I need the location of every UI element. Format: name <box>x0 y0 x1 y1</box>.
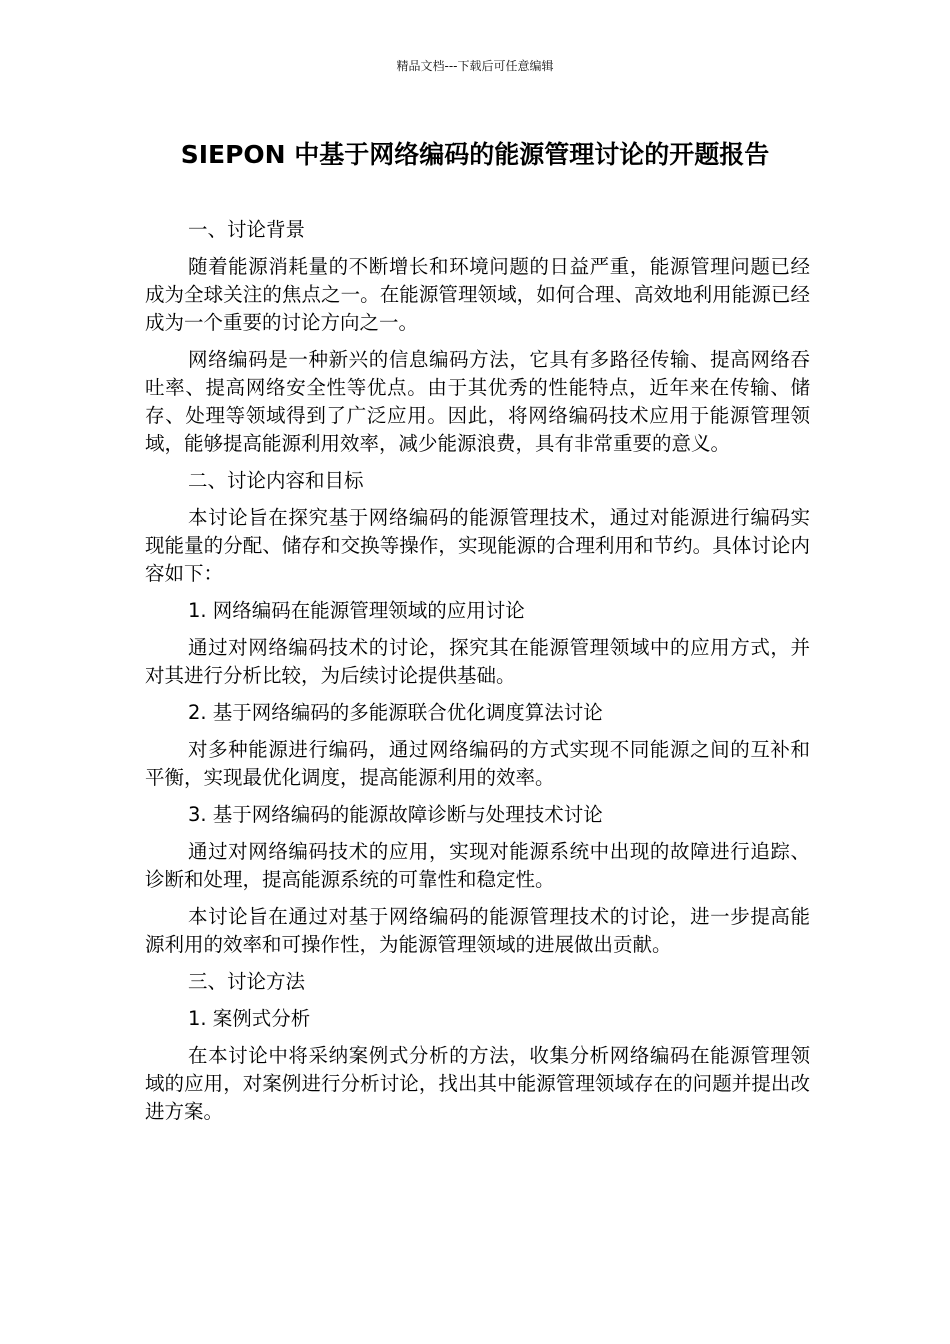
paragraph: 通过对网络编码技术的应用，实现对能源系统中出现的故障进行追踪、诊断和处理，提高能源系统的可靠性和稳定性。 <box>145 840 810 891</box>
list-item-heading: 1. 网络编码在能源管理领域的应用讨论 <box>188 599 525 622</box>
paragraph: 随着能源消耗量的不断增长和环境问题的日益严重，能源管理问题已经成为全球关注的焦点之一。在能源管理领域，如何合理、高效地利用能源已经成为一个重要的讨论方向之一。 <box>145 255 810 334</box>
paragraph: 通过对网络编码技术的讨论，探究其在能源管理领域中的应用方式，并对其进行分析比较，为后续讨论提供基础。 <box>145 636 810 687</box>
paragraph: 本讨论旨在通过对基于网络编码的能源管理技术的讨论，进一步提高能源利用的效率和可操作性，为能源管理领域的进展做出贡献。 <box>145 905 810 956</box>
paragraph: 在本讨论中将采纳案例式分析的方法，收集分析网络编码在能源管理领域的应用，对案例进行分析讨论，找出其中能源管理领域存在的问题并提出改进方案。 <box>145 1044 810 1123</box>
list-item-heading: 3. 基于网络编码的能源故障诊断与处理技术讨论 <box>188 803 603 826</box>
list-item-heading: 2. 基于网络编码的多能源联合优化调度算法讨论 <box>188 701 603 724</box>
list-item-heading: 1. 案例式分析 <box>188 1007 311 1030</box>
paragraph: 本讨论旨在探究基于网络编码的能源管理技术，通过对能源进行编码实现能量的分配、储存和交换等操作，实现能源的合理利用和节约。具体讨论内容如下： <box>145 506 810 585</box>
section-heading-methods: 三、讨论方法 <box>188 970 306 993</box>
section-heading-content-goals: 二、讨论内容和目标 <box>188 469 364 492</box>
header-note: 精品文档---下载后可任意编辑 <box>396 59 554 73</box>
paragraph: 对多种能源进行编码，通过网络编码的方式实现不同能源之间的互补和平衡，实现最优化调度，提高能源利用的效率。 <box>145 738 810 789</box>
section-heading-background: 一、讨论背景 <box>188 218 306 241</box>
paragraph: 网络编码是一种新兴的信息编码方法，它具有多路径传输、提高网络吞吐率、提高网络安全性等优点。由于其优秀的性能特点，近年来在传输、储存、处理等领域得到了广泛应用。因此，将网络编码技术应用于能源管理领域，能够提高能源利用效率，减少能源浪费，具有非常重要的意义。 <box>145 348 810 455</box>
document-title: SIEPON 中基于网络编码的能源管理讨论的开题报告 <box>180 140 770 169</box>
document-body <box>145 216 810 1135</box>
